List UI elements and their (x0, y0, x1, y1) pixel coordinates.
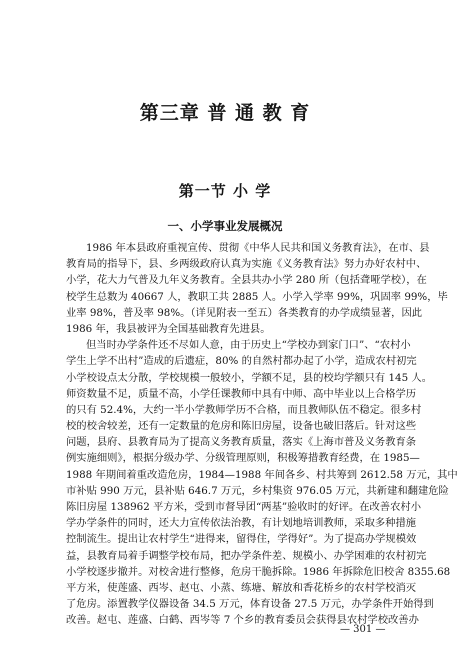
paragraph (66, 337, 458, 628)
text-line: 校的校舍较差，还有一定数量的危房和陈旧房屋，设备也破旧落后。针对这些 (66, 420, 417, 433)
text-line: 学办学条件的同时，还大力宣传依法治教，有计划地培训教师，采取多种措施 (66, 517, 417, 530)
text-line: 教育局的指导下，县、乡两级政府认真为实施《义务教育法》努力办好农村中、 (66, 258, 427, 271)
page-number: — 301 — (340, 624, 386, 635)
text-line: 益，县教育局着手调整学校布局，把办学条件差、规模小、办学困难的农村初完 (66, 549, 427, 562)
text-line: 但当时办学条件还不尽如人意，由于历史上“学校办到家门口”、“农村小 (86, 339, 411, 352)
text-line: 问题，县府、县教育局为了提高义务教育质量，落实《上海市普及义务教育条 (66, 436, 417, 449)
text-line: 例实施细则》，根据分级办学、分级管理原则，积极筹措教育经费，在 1985— (66, 452, 420, 465)
text-line: 了危房。添置教学仪器设备 34.5 万元，体育设备 27.5 万元，办学条件开始得到 (66, 598, 434, 611)
body-text (66, 240, 458, 629)
text-line: 控制流生。提出让农村学生“进得来，留得住，学得好”。为了提高办学规模效 (66, 533, 417, 546)
text-line: 平方米，使莲盛、西岑、赵屯、小蒸、练塘、解放和香花桥乡的农村学校消灭 (66, 581, 417, 594)
text-line: 1988 年期间着重改造危房，1984—1988 年间各乡、村共筹到 2612.58 万元，其中 (66, 468, 458, 481)
text-line: 校学生总数为 40667 人，教职工共 2885 人。小学入学率 99%，巩固率 99%，毕 (66, 290, 448, 303)
subsection-title: 一、小学事业发展概况 (167, 219, 283, 233)
text-line: 陈旧房屋 138962 平方米，受到市督导团“两基”验收时的好评。在改善农村小 (66, 501, 421, 513)
text-line: 学生上学不出村”造成的后遗症，80% 的自然村都办起了小学，造成农村初完 (66, 355, 417, 368)
text-line: 小学校设点太分散，学校规模一般较小，学额不足，县的校均学额只有 145 人。 (66, 371, 432, 384)
text-line: 业率 98%，普及率 98%。（详见附表一至五）各类教育的办学成绩显著，因此 (66, 306, 423, 319)
section-title: 第一节 小 学 (178, 182, 272, 200)
text-line: 1986 年，我县被评为全国基础教育先进县。 (66, 322, 271, 335)
text-line: 改善。赵屯、莲盛、白鹤、西岑等 7 个乡的教育委员会获得县农村学校改善办 (66, 614, 419, 627)
chapter-title: 第三章 普 通 教 育 (139, 102, 311, 124)
paragraph (66, 240, 448, 337)
text-line: 市补贴 990 万元，县补贴 646.7 万元，乡村集资 976.05 万元，共新建和翻建危险 (66, 484, 449, 497)
text-line: 小学校逐步撤并。对校舍进行整修，危房干脆拆除。1986 年拆除危旧校舍 8355.68 (66, 565, 451, 578)
text-line: 小学，花大力气普及九年义务教育。全县共办小学 280 所（包括聋哑学校），在 (66, 274, 427, 287)
text-line: 师资数量不足，质量不高，小学任课教师中具有中师、高中毕业以上合格学历 (66, 387, 417, 400)
text-line: 的只有 52.4%，大约一半小学教师学历不合格，而且教师队伍不稳定。很多村 (66, 403, 422, 416)
text-line: 1986 年本县政府重视宣传、贯彻《中华人民共和国义务教育法》，在市、县 (86, 242, 430, 254)
